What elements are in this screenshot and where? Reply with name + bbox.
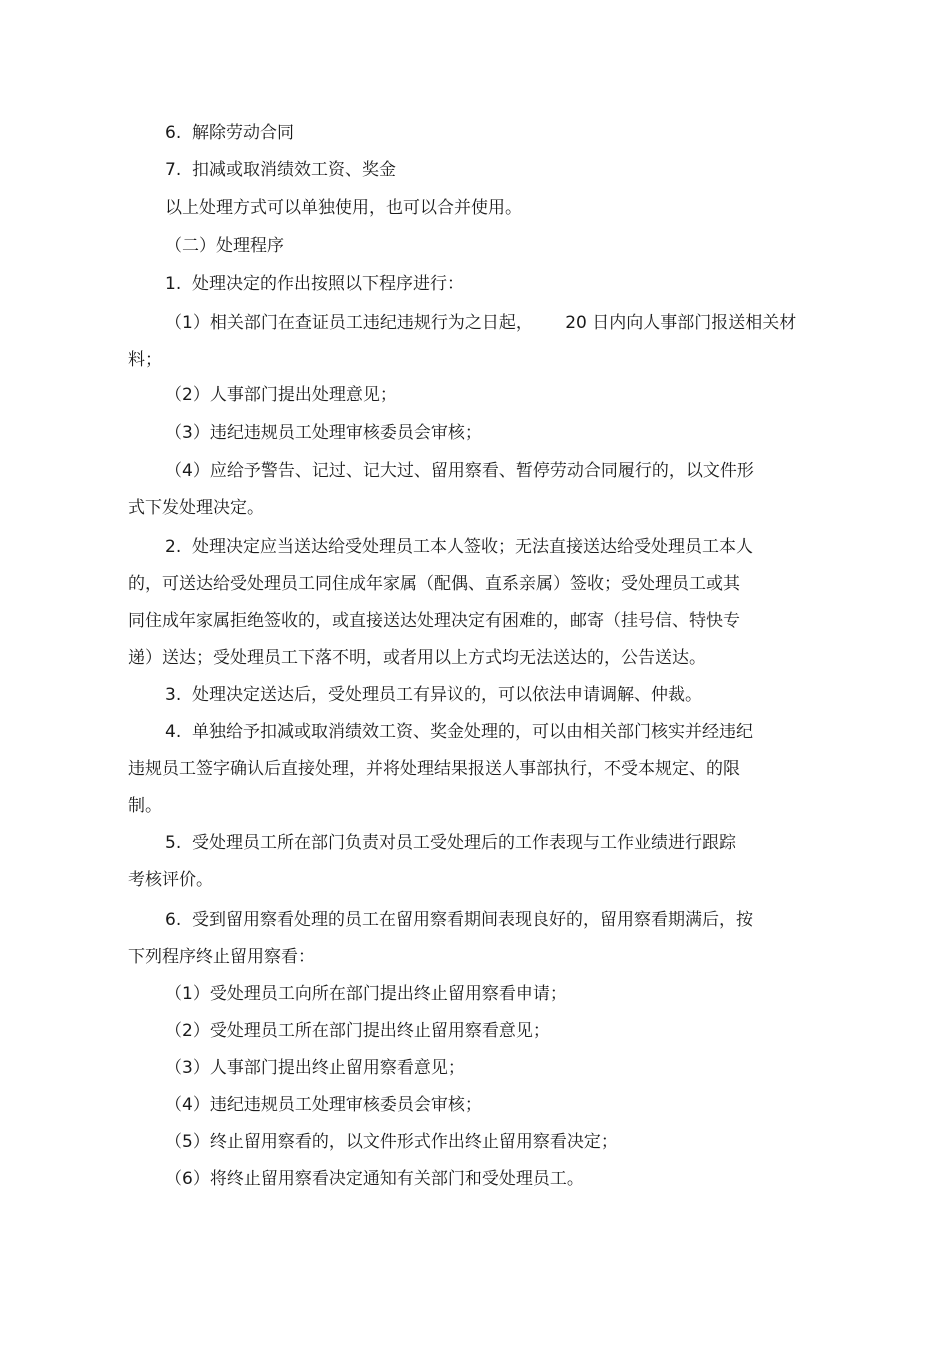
text-line: 制。 [128, 796, 162, 816]
text-line: （2）受处理员工所在部门提出终止留用察看意见； [165, 1021, 550, 1041]
text-line: 的，可送达给受处理员工同住成年家属（配偶、直系亲属）签收；受处理员工或其 [128, 574, 740, 594]
text-line: （2）人事部门提出处理意见； [165, 385, 397, 405]
text-line: （1）受处理员工向所在部门提出终止留用察看申请； [165, 984, 567, 1004]
text-line: 违规员工签字确认后直接处理，并将处理结果报送人事部执行，不受本规定、的限 [128, 759, 740, 779]
text-line: 同住成年家属拒绝签收的，或直接送达处理决定有困难的，邮寄（挂号信、特快专 [128, 611, 740, 631]
text-line: 式下发处理决定。 [128, 498, 264, 518]
text-line: 5. 受处理员工所在部门负责对员工受处理后的工作表现与工作业绩进行跟踪 [165, 833, 737, 853]
text-line: 以上处理方式可以单独使用，也可以合并使用。 [165, 198, 522, 218]
text-line: 考核评价。 [128, 870, 213, 890]
text-line: 下列程序终止留用察看： [128, 947, 315, 967]
text-line: （4）应给予警告、记过、记大过、留用察看、暂停劳动合同履行的，以文件形 [165, 461, 754, 481]
text-line: （6）将终止留用察看决定通知有关部门和受处理员工。 [165, 1169, 584, 1189]
text-line: 递）送达；受处理员工下落不明，或者用以上方式均无法送达的，公告送达。 [128, 648, 706, 668]
text-line: （1）相关部门在查证员工违纪违规行为之日起， 20 日内向人事部门报送相关材 [165, 313, 797, 333]
text-line: 6. 解除劳动合同 [165, 123, 295, 143]
text-line: 1. 处理决定的作出按照以下程序进行： [165, 274, 465, 294]
text-line: （5）终止留用察看的，以文件形式作出终止留用察看决定； [165, 1132, 618, 1152]
text-line: （3）人事部门提出终止留用察看意见； [165, 1058, 465, 1078]
section-heading: （二）处理程序 [165, 236, 284, 256]
text-line: 3. 处理决定送达后，受处理员工有异议的，可以依法申请调解、仲裁。 [165, 685, 703, 705]
text-line: 4. 单独给予扣减或取消绩效工资、奖金处理的，可以由相关部门核实并经违纪 [165, 722, 754, 742]
text-line: 6. 受到留用察看处理的员工在留用察看期间表现良好的，留用察看期满后，按 [165, 910, 754, 930]
text-line: 料； [128, 350, 162, 370]
text-line: 2. 处理决定应当送达给受处理员工本人签收；无法直接送达给受处理员工本人 [165, 537, 754, 557]
text-line: （3）违纪违规员工处理审核委员会审核； [165, 423, 482, 443]
text-line: 7. 扣减或取消绩效工资、奖金 [165, 160, 397, 180]
text-line: （4）违纪违规员工处理审核委员会审核； [165, 1095, 482, 1115]
